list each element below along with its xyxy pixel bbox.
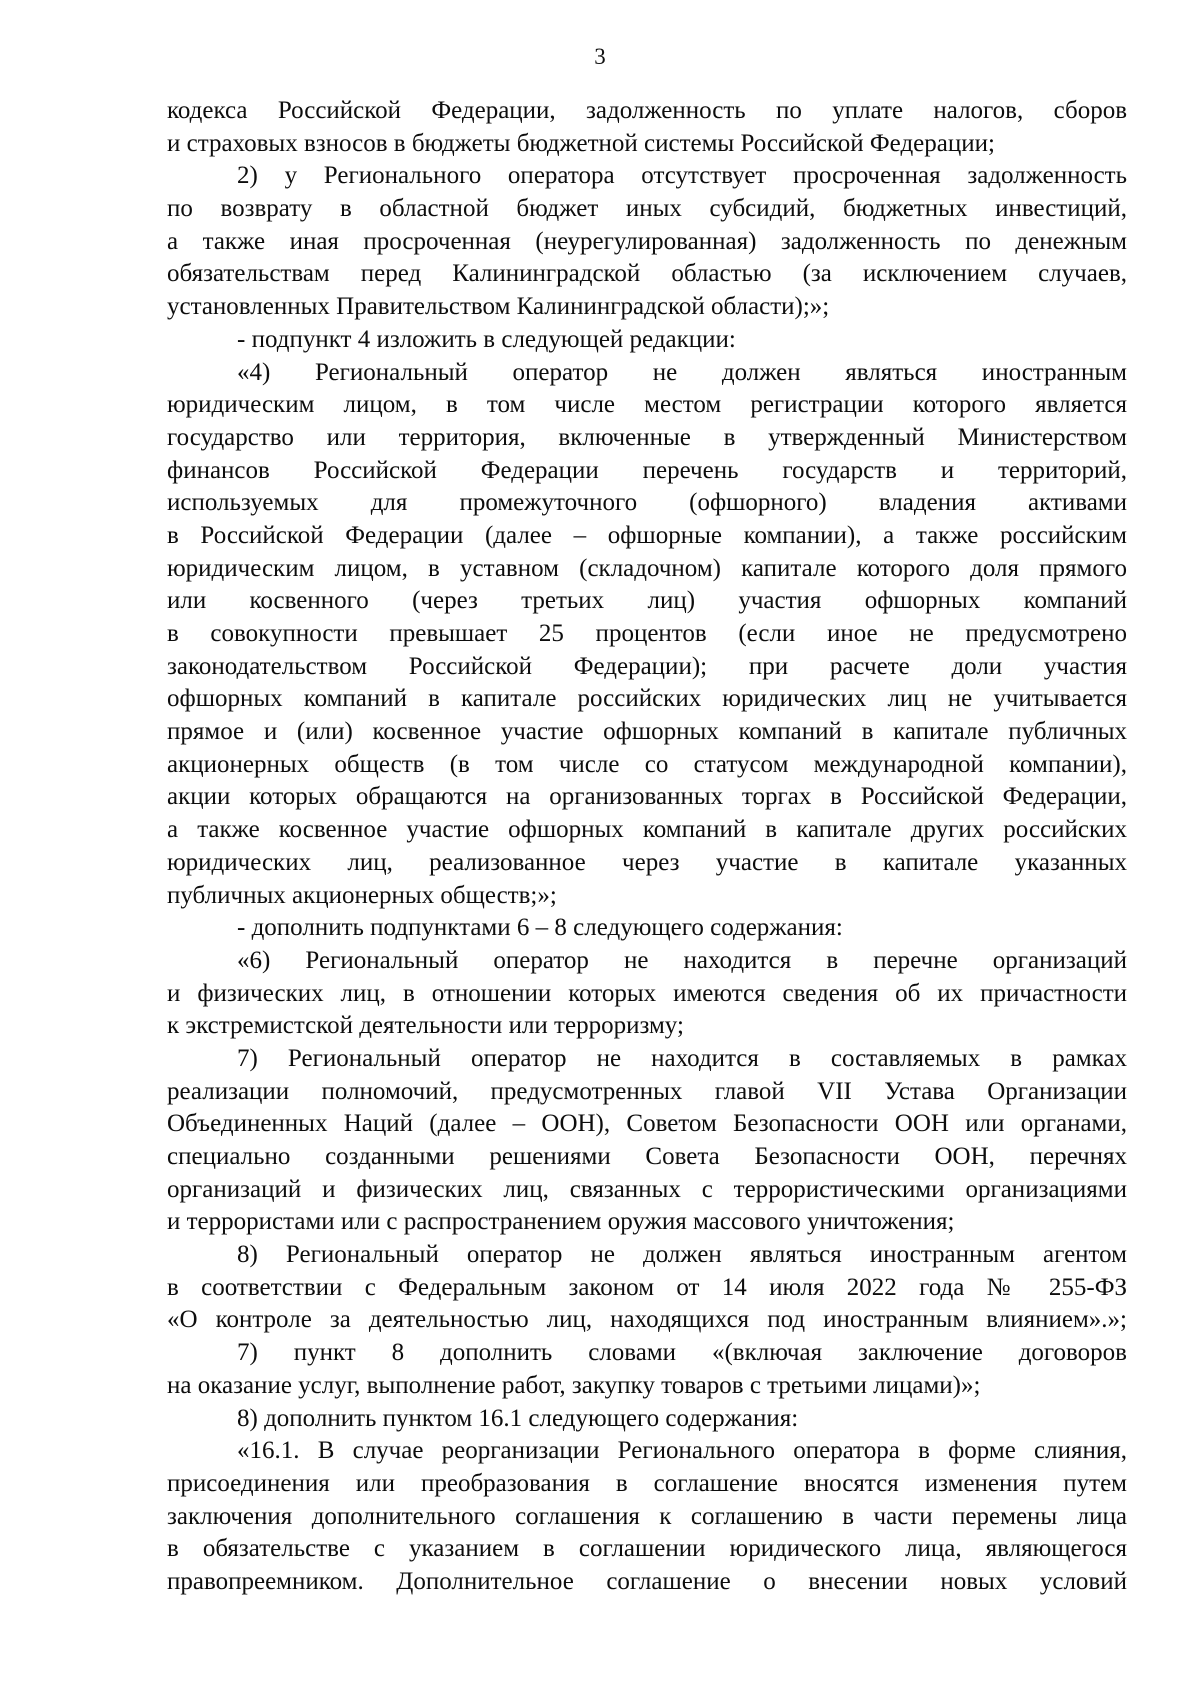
text-line: в совокупности превышает 25 процентов (если иное не предусмотрено xyxy=(167,620,1127,647)
text-line: заключения дополнительного соглашения к соглашению в части перемены лица xyxy=(167,1502,1127,1530)
text-line: специально созданными решениями Совета Безопасности ООН, перечнях xyxy=(167,1143,1127,1170)
page-number: 3 xyxy=(594,44,606,69)
text-line: 7) пункт 8 дополнить словами «(включая заключение договоров xyxy=(237,1339,1127,1367)
text-line: прямое и (или) косвенное участие офшорных компаний в капитале публичных xyxy=(167,718,1127,746)
text-line: правопреемником. Дополнительное соглашение о внесении новых условий xyxy=(167,1567,1127,1595)
text-line: в соответствии с Федеральным законом от 14 июля 2022 года № 255-ФЗ xyxy=(167,1273,1127,1301)
text-line: и страховых взносов в бюджеты бюджетной системы Российской Федерации; xyxy=(167,129,995,157)
text-line: 8) дополнить пунктом 16.1 следующего содержания: xyxy=(237,1404,799,1432)
text-line: 2) у Регионального оператора отсутствует просроченная задолженность xyxy=(237,162,1127,190)
text-line: - подпункт 4 изложить в следующей редакции: xyxy=(237,325,736,353)
text-line: по возврату в областной бюджет иных субсидий, бюджетных инвестиций, xyxy=(167,195,1127,223)
text-line: присоединения или преобразования в соглашение вносятся изменения путем xyxy=(167,1469,1127,1497)
text-line: на оказание услуг, выполнение работ, закупку товаров с третьими лицами)»; xyxy=(167,1371,981,1399)
text-line: - дополнить подпунктами 6 – 8 следующего содержания: xyxy=(237,914,843,942)
text-line: кодекса Российской Федерации, задолженность по уплате налогов, сборов xyxy=(167,97,1127,124)
text-line: реализации полномочий, предусмотренных главой VII Устава Организации xyxy=(167,1077,1127,1105)
text-line: юридическим лицом, в том числе местом регистрации которого является xyxy=(167,391,1127,419)
document-body xyxy=(167,95,1127,1599)
text-line: законодательством Российской Федерации); при расчете доли участия xyxy=(167,652,1127,680)
text-line: установленных Правительством Калининградской области);»; xyxy=(167,293,830,321)
text-line: и террористами или с распространением оружия массового уничтожения; xyxy=(167,1208,955,1236)
text-line: «16.1. В случае реорганизации Регионального оператора в форме слияния, xyxy=(237,1437,1127,1465)
text-line: финансов Российской Федерации перечень государств и территорий, xyxy=(167,456,1127,484)
text-line: юридическим лицом, в уставном (складочном) капитале которого доля прямого xyxy=(167,554,1127,582)
text-line: офшорных компаний в капитале российских юридических лиц не учитывается xyxy=(167,685,1127,713)
text-line: а также иная просроченная (неурегулированная) задолженность по денежным xyxy=(167,227,1127,255)
text-line: «6) Региональный оператор не находится в перечне организаций xyxy=(237,946,1127,974)
text-line: публичных акционерных обществ;»; xyxy=(167,881,557,909)
text-line: юридических лиц, реализованное через участие в капитале указанных xyxy=(167,848,1127,876)
text-line: 7) Региональный оператор не находится в составляемых в рамках xyxy=(237,1044,1127,1072)
text-line: Объединенных Наций (далее – ООН), Советом Безопасности ООН или органами, xyxy=(167,1110,1127,1138)
text-line: организаций и физических лиц, связанных с террористическими организациями xyxy=(167,1175,1127,1203)
text-line: и физических лиц, в отношении которых имеются сведения об их причастности xyxy=(167,979,1127,1007)
text-line: «4) Региональный оператор не должен являться иностранным xyxy=(237,358,1127,386)
text-line: в Российской Федерации (далее – офшорные компании), а также российским xyxy=(167,521,1127,549)
text-line: используемых для промежуточного (офшорного) владения активами xyxy=(167,489,1127,517)
text-line: «О контроле за деятельностью лиц, находящихся под иностранным влиянием».»; xyxy=(167,1306,1127,1334)
text-line: в обязательстве с указанием в соглашении юридического лица, являющегося xyxy=(167,1535,1127,1563)
text-line: а также косвенное участие офшорных компаний в капитале других российских xyxy=(167,816,1127,844)
text-line: акционерных обществ (в том числе со статусом международной компании), xyxy=(167,750,1127,778)
text-line: обязательствам перед Калининградской областью (за исключением случаев, xyxy=(167,260,1127,288)
text-line: акции которых обращаются на организованных торгах в Российской Федерации, xyxy=(167,783,1127,811)
text-line: к экстремистской деятельности или терроризму; xyxy=(167,1012,684,1040)
text-line: или косвенного (через третьих лиц) участия офшорных компаний xyxy=(167,587,1127,615)
text-line: 8) Региональный оператор не должен являться иностранным агентом xyxy=(237,1241,1127,1269)
text-line: государство или территория, включенные в утвержденный Министерством xyxy=(167,423,1127,451)
